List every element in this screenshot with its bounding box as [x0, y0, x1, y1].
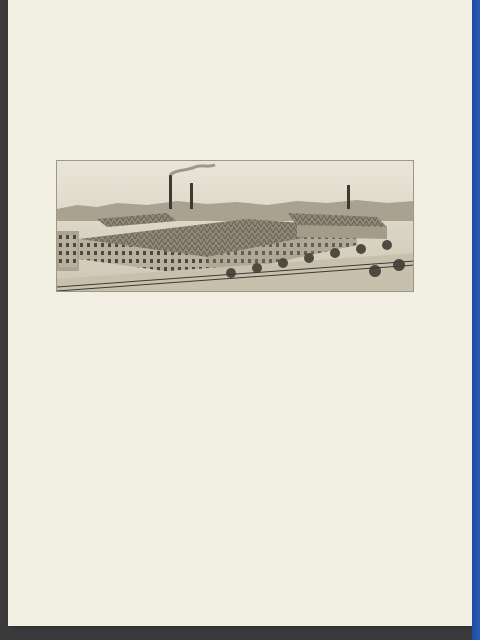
factory-illustration	[56, 160, 414, 292]
book-page	[8, 0, 476, 626]
cover-edge	[472, 0, 480, 640]
factory-engraving	[57, 161, 414, 292]
